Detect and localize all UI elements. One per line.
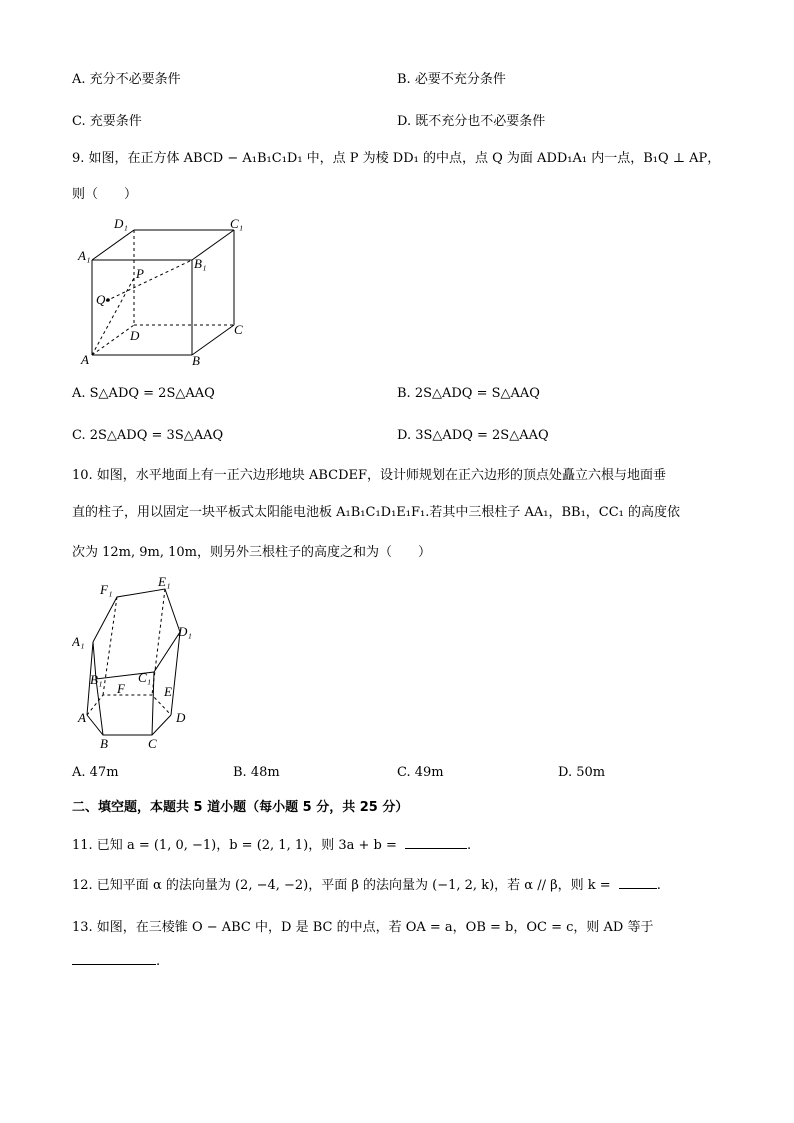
q9-cube-figure	[72, 212, 252, 372]
label-f: F	[117, 681, 125, 696]
q10-option-d: D. 50m	[558, 765, 606, 780]
q9-stem-line1: 9. 如图，在正方体 ABCD − A₁B₁C₁D₁ 中，点 P 为棱 DD₁ 的中点，点 Q 为面 ADD₁A₁ 内一点，B₁Q ⊥ AP，	[72, 151, 721, 166]
q10-option-a: A. 47m	[72, 765, 119, 780]
q13-answer-line	[72, 952, 160, 969]
q11-text: 11. 已知 a = (1, 0, −1)，b = (2, 1, 1)，则 3a + b =	[72, 838, 397, 853]
q8-option-a: A. 充分不必要条件	[72, 72, 181, 87]
q12-text: 12. 已知平面 α 的法向量为 (2, −4, −2)，平面 β 的法向量为 (−1, 2, k)，若 α // β，则 k =	[72, 878, 611, 893]
label-d1: D₁	[178, 624, 192, 639]
label-d: D	[130, 328, 140, 343]
label-a1: A₁	[78, 248, 91, 263]
label-e1: E₁	[158, 574, 171, 589]
q13-answer-blank[interactable]	[72, 952, 156, 965]
label-c1: C₁	[138, 670, 152, 685]
q8-option-d: D. 既不充分也不必要条件	[397, 114, 546, 129]
q10-stem-line1: 10. 如图，水平地面上有一正六边形地块 ABCDEF，设计师规划在正六边形的顶点处矗立六根与地面垂	[72, 468, 667, 483]
label-p: P	[136, 266, 144, 281]
label-a: A	[78, 710, 86, 725]
q11-line	[72, 834, 471, 853]
q10-option-c: C. 49m	[397, 765, 444, 780]
label-b1: B₁	[194, 256, 207, 271]
label-b: B	[100, 736, 108, 751]
q12-period: .	[656, 878, 661, 893]
q11-period: .	[467, 838, 472, 853]
label-c: C	[234, 322, 243, 337]
label-e: E	[164, 684, 172, 699]
q8-option-c: C. 充要条件	[72, 114, 142, 129]
q13-period: .	[156, 954, 161, 969]
q12-line	[72, 874, 661, 893]
label-q: Q	[96, 292, 106, 307]
q12-answer-blank[interactable]	[619, 876, 657, 889]
q10-stem-line3: 次为 12m, 9m, 10m，则另外三根柱子的高度之和为（ ）	[72, 545, 431, 560]
q13-stem: 13. 如图，在三棱锥 O − ABC 中，D 是 BC 的中点，若 OA = a，OB = b，OC = c，则 AD 等于	[72, 920, 654, 935]
q10-stem-line2: 直的柱子，用以固定一块平板式太阳能电池板 A₁B₁C₁D₁E₁F₁.若其中三根柱子 AA₁，BB₁，CC₁ 的高度依	[72, 505, 681, 520]
label-b1: B₁	[90, 672, 103, 687]
q11-answer-blank[interactable]	[405, 836, 467, 849]
q9-option-d: D. 3S△ADQ = 2S△AAQ	[397, 428, 549, 443]
q9-option-c: C. 2S△ADQ = 3S△AAQ	[72, 428, 224, 443]
section-2-heading: 二、填空题，本题共 5 道小题（每小题 5 分，共 25 分）	[72, 800, 409, 815]
label-d1: D₁	[114, 216, 128, 231]
label-d: D	[176, 710, 186, 725]
label-a1: A₁	[72, 634, 85, 649]
label-c: C	[148, 736, 157, 751]
q9-stem-line2: 则（ ）	[72, 187, 138, 202]
q10-prism-figure	[72, 572, 212, 752]
label-a: A	[81, 352, 89, 367]
label-c1: C₁	[230, 216, 244, 231]
label-b: B	[192, 353, 200, 368]
q9-option-b: B. 2S△ADQ = S△AAQ	[397, 386, 540, 401]
q8-option-b: B. 必要不充分条件	[397, 72, 506, 87]
q9-option-a: A. S△ADQ = 2S△AAQ	[72, 386, 215, 401]
label-f1: F₁	[100, 582, 113, 597]
q10-option-b: B. 48m	[233, 765, 280, 780]
